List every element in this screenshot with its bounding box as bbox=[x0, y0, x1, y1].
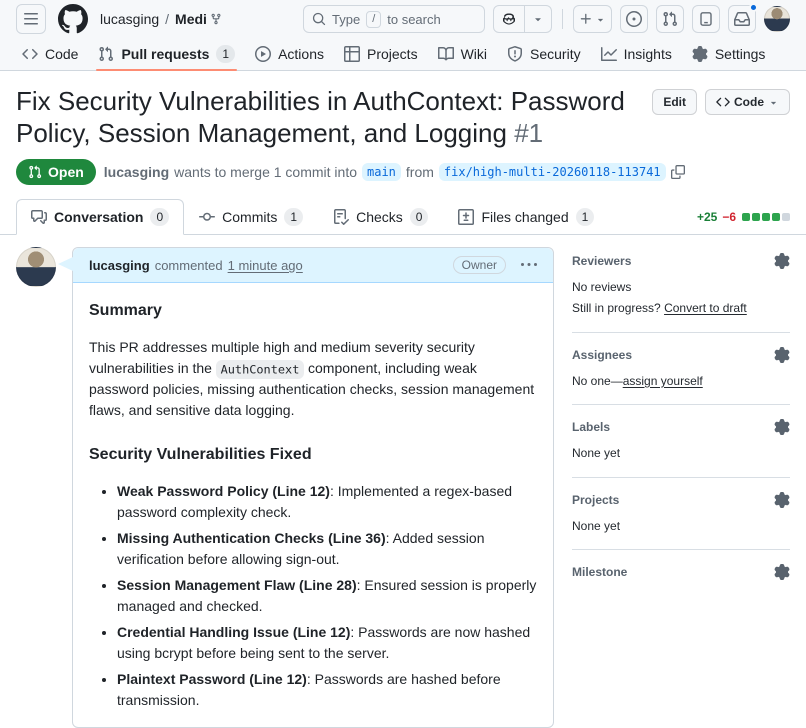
copilot-icon bbox=[501, 11, 517, 27]
book-icon bbox=[438, 46, 454, 62]
tab-commits[interactable]: Commits 1 bbox=[184, 199, 318, 235]
chevron-down-icon bbox=[532, 13, 544, 25]
chevron-down-icon bbox=[595, 14, 606, 25]
shield-icon bbox=[507, 46, 523, 62]
summary-heading: Summary bbox=[89, 302, 162, 320]
sidebar-section-assignees bbox=[572, 333, 790, 406]
code-icon bbox=[22, 46, 38, 62]
pr-sidebar bbox=[572, 247, 790, 603]
labels-empty-text: None yet bbox=[572, 446, 621, 461]
comment-box bbox=[72, 247, 554, 728]
checks-count: 0 bbox=[410, 208, 429, 226]
repo-tab-projects[interactable]: Projects bbox=[334, 38, 428, 70]
sidebar-section-projects bbox=[572, 478, 790, 551]
hamburger-icon bbox=[23, 11, 39, 27]
pull-request-icon bbox=[662, 11, 678, 27]
unread-notification-dot bbox=[749, 3, 758, 12]
diffstat-blocks bbox=[742, 213, 790, 221]
base-branch-label[interactable]: main bbox=[362, 163, 401, 181]
reviewers-hint: Still in progress? Convert to draft bbox=[572, 301, 747, 316]
summary-paragraph: This PR addresses multiple high and medium severity security vulnerabilities in the AuthContext component, including weak password policies, missing authentication checks, session management flaws, and sensitive data logging. bbox=[89, 339, 535, 419]
diffstat-deletions: −6 bbox=[722, 210, 736, 225]
comment-author-name[interactable]: lucasging bbox=[89, 257, 150, 273]
copilot-button-group bbox=[493, 5, 552, 33]
tab-checks[interactable]: Checks 0 bbox=[318, 199, 443, 235]
pr-merge-summary: lucasging wants to merge 1 commit into main from fix/high-multi-20260118-113741 bbox=[104, 163, 685, 181]
gear-icon[interactable] bbox=[774, 419, 790, 435]
milestone-title: Milestone bbox=[572, 565, 628, 580]
user-avatar[interactable] bbox=[764, 6, 790, 32]
inbox-icon bbox=[734, 11, 750, 27]
comment-body bbox=[73, 283, 553, 727]
breadcrumb bbox=[100, 11, 222, 27]
issues-button[interactable] bbox=[620, 5, 648, 33]
plus-icon bbox=[579, 12, 593, 26]
pr-header-actions bbox=[652, 89, 790, 115]
owner-badge: Owner bbox=[453, 256, 506, 274]
code-icon bbox=[716, 95, 730, 109]
comment-discussion-icon bbox=[31, 209, 47, 225]
search-icon bbox=[312, 12, 326, 26]
list-item: • Plaintext Password (Line 12): Passwords are hashed before transmission. bbox=[117, 669, 537, 711]
labels-settings[interactable] bbox=[572, 419, 790, 435]
pr-tabbar bbox=[0, 199, 806, 235]
header-actions bbox=[303, 5, 790, 33]
breadcrumb-repo[interactable]: Medi bbox=[175, 11, 222, 27]
comment-header: lucasging commented 1 minute ago Owner bbox=[73, 248, 553, 283]
gear-icon[interactable] bbox=[774, 347, 790, 363]
repo-tab-pull-requests[interactable]: Pull requests 1 bbox=[88, 38, 245, 70]
milestone-settings[interactable] bbox=[572, 564, 790, 580]
projects-title: Projects bbox=[572, 492, 620, 507]
reviewers-title: Reviewers bbox=[572, 254, 632, 269]
list-item: • Weak Password Policy (Line 12): Implemented a regex-based password complexity check. bbox=[117, 481, 537, 523]
hamburger-menu-button[interactable] bbox=[16, 4, 46, 34]
gear-icon[interactable] bbox=[774, 492, 790, 508]
diffstat[interactable] bbox=[697, 210, 790, 234]
comment-menu-button[interactable] bbox=[521, 257, 537, 273]
sidebar-section-milestone bbox=[572, 550, 790, 603]
commit-icon bbox=[199, 209, 215, 225]
repo-tab-security[interactable]: Security bbox=[497, 38, 591, 70]
list-item: • Missing Authentication Checks (Line 36): Added session verification before allowing sign-out. bbox=[117, 528, 537, 570]
assignees-empty-text: No one—assign yourself bbox=[572, 373, 703, 388]
tab-files-changed[interactable]: Files changed 1 bbox=[443, 199, 609, 235]
files-changed-count: 1 bbox=[576, 208, 595, 226]
conversation-count: 0 bbox=[150, 208, 169, 226]
vulnerabilities-list bbox=[89, 481, 537, 711]
gear-icon[interactable] bbox=[774, 253, 790, 269]
create-new-button[interactable] bbox=[573, 5, 612, 33]
fork-icon bbox=[210, 13, 222, 25]
repo-navigation bbox=[0, 38, 806, 71]
table-icon bbox=[344, 46, 360, 62]
edit-button[interactable]: Edit bbox=[652, 89, 697, 115]
pr-state-badge: Open bbox=[16, 159, 96, 185]
copy-branch-button[interactable] bbox=[671, 165, 685, 179]
copilot-dropdown[interactable] bbox=[524, 6, 551, 32]
gear-icon[interactable] bbox=[774, 564, 790, 580]
comment-author-avatar[interactable] bbox=[16, 247, 56, 287]
labels-title: Labels bbox=[572, 420, 611, 435]
copilot-button[interactable] bbox=[494, 6, 524, 32]
sidebar-section-reviewers bbox=[572, 247, 790, 332]
sidebar-section-labels bbox=[572, 405, 790, 478]
play-icon bbox=[255, 46, 271, 62]
projects-settings[interactable] bbox=[572, 492, 790, 508]
projects-empty-text: None yet bbox=[572, 518, 621, 533]
tablet-device-button[interactable] bbox=[692, 5, 720, 33]
pr-number: #1 bbox=[514, 118, 544, 149]
pull-request-icon bbox=[98, 46, 114, 62]
gear-icon bbox=[692, 46, 708, 62]
code-button[interactable]: Code bbox=[705, 89, 790, 115]
checklist-icon bbox=[333, 209, 349, 225]
chevron-down-icon bbox=[768, 97, 779, 108]
pull-request-icon bbox=[28, 165, 42, 179]
github-logo[interactable] bbox=[58, 4, 88, 34]
breadcrumb-owner[interactable]: lucasging bbox=[100, 11, 160, 27]
assignees-title: Assignees bbox=[572, 347, 633, 362]
pr-meta bbox=[16, 159, 790, 185]
graph-icon bbox=[601, 46, 617, 62]
notifications-button[interactable] bbox=[728, 5, 756, 33]
repo-tab-wiki[interactable]: Wiki bbox=[428, 38, 497, 70]
assign-yourself-link[interactable]: assign yourself bbox=[622, 373, 703, 388]
inline-code: AuthContext bbox=[216, 360, 304, 379]
kebab-icon bbox=[521, 257, 537, 273]
tablet-icon bbox=[698, 11, 714, 27]
copy-icon bbox=[671, 165, 685, 179]
list-item: • Session Management Flaw (Line 28): Ensured session is properly managed and checked. bbox=[117, 575, 537, 617]
search-input[interactable]: Type / to search bbox=[303, 5, 485, 33]
repo-tab-insights[interactable]: Insights bbox=[591, 38, 682, 70]
list-item: • Credential Handling Issue (Line 12): Passwords are now hashed using bcrypt before being sent to the server. bbox=[117, 622, 537, 664]
issue-opened-icon bbox=[626, 11, 642, 27]
header-divider bbox=[562, 9, 563, 29]
tab-conversation[interactable]: Conversation 0 bbox=[16, 199, 184, 235]
vulnerabilities-heading: Security Vulnerabilities Fixed bbox=[89, 446, 312, 464]
slash-key-hint: / bbox=[366, 11, 381, 28]
pull-requests-button[interactable] bbox=[656, 5, 684, 33]
breadcrumb-separator: / bbox=[165, 11, 170, 27]
convert-to-draft-link[interactable]: Convert to draft bbox=[664, 301, 747, 316]
reviewers-settings[interactable] bbox=[572, 253, 790, 269]
pull-requests-count: 1 bbox=[216, 45, 235, 63]
comment-timestamp[interactable]: 1 minute ago bbox=[227, 257, 303, 273]
head-branch-label[interactable]: fix/high-multi-20260118-113741 bbox=[439, 163, 666, 181]
repo-tab-code[interactable]: Code bbox=[12, 38, 88, 70]
pr-title: Fix Security Vulnerabilities in AuthContext: Password Policy, Session Management, and Logging #1 bbox=[16, 86, 625, 149]
timeline-comment bbox=[16, 247, 554, 728]
file-diff-icon bbox=[458, 209, 474, 225]
pr-author[interactable]: lucasging bbox=[103, 164, 170, 181]
conversation-timeline bbox=[16, 247, 554, 728]
commits-count: 1 bbox=[284, 208, 303, 226]
assignees-settings[interactable] bbox=[572, 347, 790, 363]
reviewers-empty-text: No reviews bbox=[572, 280, 632, 295]
diffstat-additions: +25 bbox=[696, 210, 718, 225]
pr-header bbox=[0, 71, 806, 185]
repo-tab-settings[interactable]: Settings bbox=[682, 38, 776, 70]
repo-tab-actions[interactable]: Actions bbox=[245, 38, 334, 70]
global-header bbox=[0, 0, 806, 38]
